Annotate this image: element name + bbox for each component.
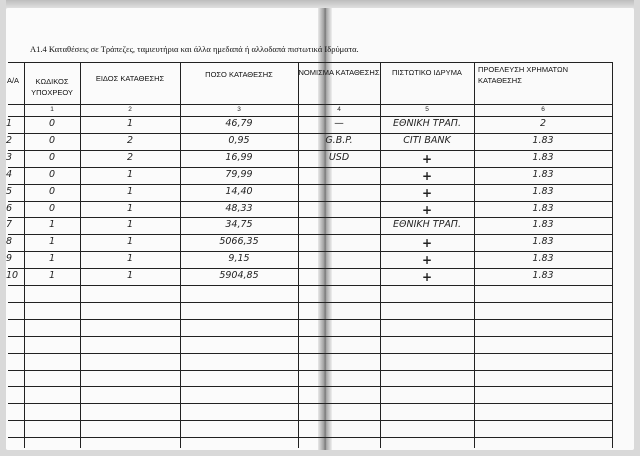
cell-type: 1 <box>126 219 134 231</box>
row-rule <box>8 353 612 354</box>
column-number: 3 <box>237 106 241 113</box>
cell-type: 1 <box>126 270 134 282</box>
table-top-rule <box>8 62 612 63</box>
cell-aa: 1 <box>6 118 13 129</box>
cell-institution: ΕΘΝΙΚΗ ΤΡΑΠ. <box>393 118 461 129</box>
cell-currency: — <box>334 118 344 129</box>
row-rule <box>8 234 612 235</box>
cell-code: 1 <box>48 270 56 282</box>
row-rule <box>8 285 612 286</box>
row-rule <box>8 133 612 134</box>
column-header: ΚΩΔΙΚΟΣ ΥΠΟΧΡΕΟΥ <box>31 77 73 97</box>
column-number: 6 <box>541 106 545 113</box>
cell-origin: 1.83 <box>532 219 554 231</box>
cell-institution: CITI BANK <box>403 134 451 146</box>
cell-institution: + <box>421 151 433 166</box>
column-number: 4 <box>337 106 341 113</box>
cell-origin: 2 <box>539 118 547 129</box>
cell-institution: + <box>421 202 433 217</box>
cell-origin: 1.83 <box>532 134 554 146</box>
cell-code: 0 <box>48 202 56 214</box>
row-rule <box>8 370 612 371</box>
cell-amount: 0,95 <box>228 134 250 146</box>
cell-aa: 9 <box>6 253 13 265</box>
cell-amount: 5066,35 <box>219 236 259 248</box>
cell-amount: 14,40 <box>225 185 253 197</box>
cell-institution: ΕΘΝΙΚΗ ΤΡΑΠ. <box>393 219 461 231</box>
cell-aa: 10 <box>6 270 19 282</box>
cell-type: 1 <box>126 168 134 180</box>
row-rule <box>8 302 612 303</box>
cell-amount: 5904,85 <box>219 270 259 282</box>
cell-code: 0 <box>48 118 56 129</box>
cell-origin: 1.83 <box>532 151 554 163</box>
row-rule <box>8 319 612 320</box>
column-number: 2 <box>128 106 132 113</box>
row-rule <box>8 217 612 218</box>
header-bottom-rule <box>8 104 612 105</box>
cell-type: 1 <box>126 253 134 265</box>
cell-aa: 3 <box>6 151 13 163</box>
cell-origin: 1.83 <box>532 202 554 214</box>
column-number: 1 <box>50 106 54 113</box>
section-heading: Α1.4 Καταθέσεις σε Τράπεζες, ταμιευτήρια και άλλα ημεδαπά ή αλλοδαπά πιστωτικά Ιδρύματα. <box>30 44 359 54</box>
number-row-rule <box>8 116 612 117</box>
cell-type: 1 <box>126 202 134 214</box>
column-header: ΠΟΣΟ ΚΑΤΑΘΕΣΗΣ <box>205 70 273 79</box>
column-rule <box>612 62 613 448</box>
cell-code: 1 <box>48 236 56 248</box>
cell-origin: 1.83 <box>532 253 554 265</box>
column-number: 5 <box>425 106 429 113</box>
cell-institution: + <box>421 270 433 285</box>
column-header: ΝΟΜΙΣΜΑ ΚΑΤΑΘΕΣΗΣ <box>298 68 380 77</box>
cell-aa: 8 <box>6 236 13 248</box>
cell-type: 1 <box>126 185 134 197</box>
cell-type: 2 <box>126 134 134 146</box>
cell-currency: USD <box>328 151 350 163</box>
cell-institution: + <box>421 253 433 268</box>
column-header: ΕΙΔΟΣ ΚΑΤΑΘΕΣΗΣ <box>95 74 165 83</box>
cell-amount: 34,75 <box>225 219 253 231</box>
cell-code: 0 <box>48 185 56 197</box>
cell-aa: 4 <box>6 168 13 180</box>
cell-aa: 2 <box>6 134 13 146</box>
cell-code: 1 <box>48 219 56 231</box>
row-rule <box>8 336 612 337</box>
cell-code: 0 <box>48 168 56 180</box>
column-header: ΠΡΟΕΛΕΥΣΗ ΧΡΗΜΑΤΩΝ ΚΑΤΑΘΕΣΗΣ <box>478 65 568 85</box>
cell-aa: 5 <box>6 185 13 197</box>
cell-institution: + <box>421 168 433 183</box>
column-header: Α/Α <box>6 76 20 85</box>
cell-institution: + <box>421 236 433 251</box>
row-rule <box>8 268 612 269</box>
row-rule <box>8 403 612 404</box>
row-rule <box>8 420 612 421</box>
cell-aa: 7 <box>6 219 13 231</box>
cell-type: 2 <box>126 151 134 163</box>
cell-code: 0 <box>48 134 56 146</box>
row-rule <box>8 251 612 252</box>
cell-amount: 9,15 <box>228 253 250 265</box>
row-rule <box>8 437 612 438</box>
cell-type: 1 <box>126 236 134 248</box>
column-header: ΠΙΣΤΩΤΙΚΟ ΙΔΡΥΜΑ <box>392 68 462 77</box>
cell-origin: 1.83 <box>532 185 554 197</box>
cell-aa: 6 <box>6 202 13 214</box>
cell-code: 0 <box>48 151 56 163</box>
cell-origin: 1.83 <box>532 236 554 248</box>
cell-amount: 46,79 <box>225 118 253 129</box>
row-rule <box>8 386 612 387</box>
cell-amount: 79,99 <box>225 168 253 180</box>
cell-origin: 1.83 <box>532 168 554 180</box>
cell-currency: G.B.P. <box>325 134 353 146</box>
cell-origin: 1.83 <box>532 270 554 282</box>
cell-type: 1 <box>126 118 134 129</box>
cell-amount: 16,99 <box>225 151 253 163</box>
cell-institution: + <box>421 185 433 200</box>
cell-code: 1 <box>48 253 56 265</box>
cell-amount: 48,33 <box>225 202 253 214</box>
